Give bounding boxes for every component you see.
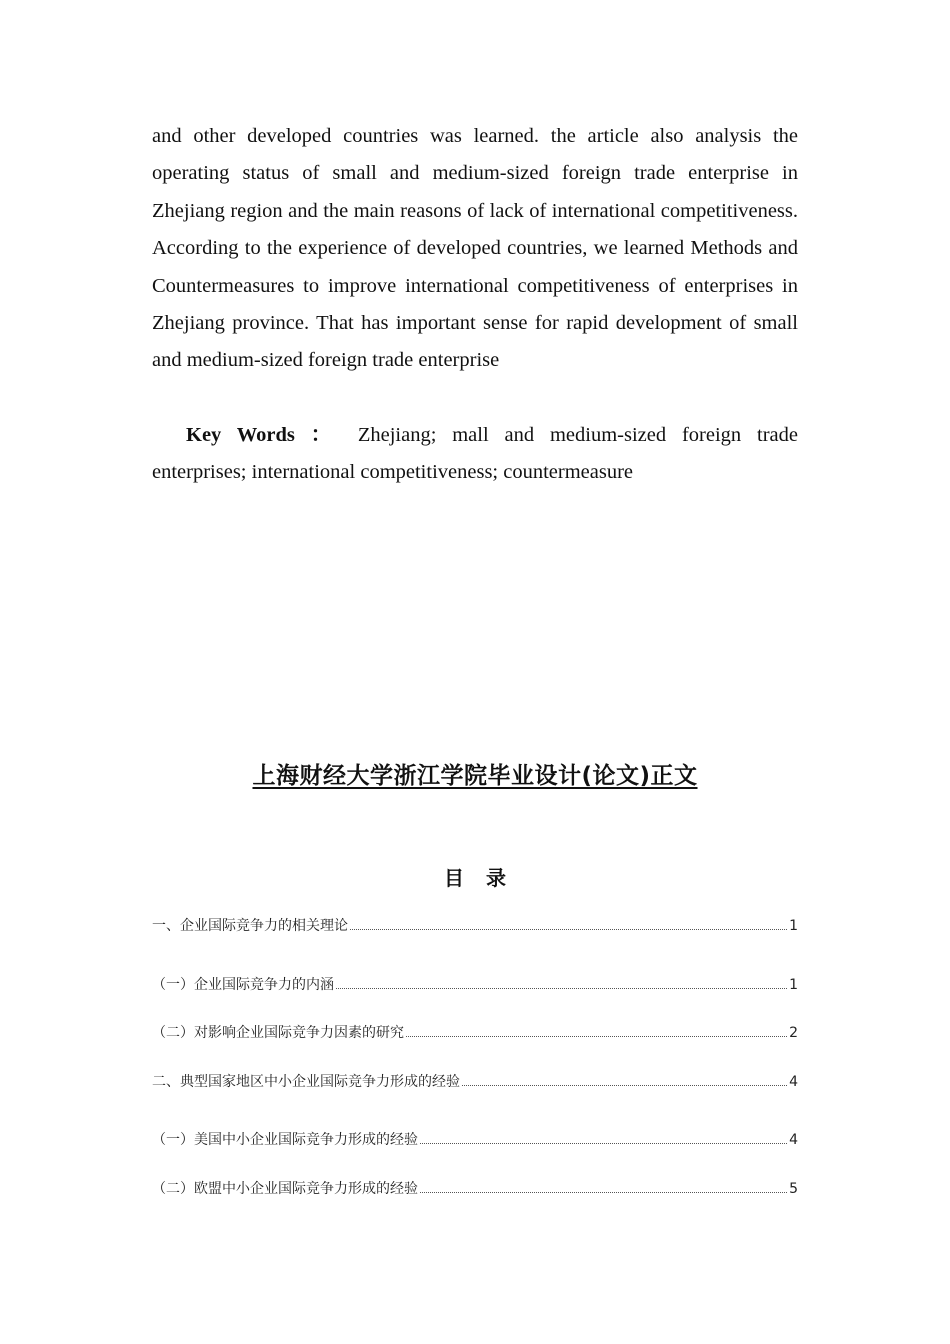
toc-entry-label: （一）美国中小企业国际竞争力形成的经验 xyxy=(152,1132,418,1148)
abstract-paragraph: and other developed countries was learned. the article also analysis the operating status of small and medium-sized foreign trade enterprise in Zhejiang region and the main reasons of lack of international competitiveness. According to the experience of developed countries, we learned Methods and Countermeasures to improve international competitiveness of enterprises in Zhejiang province. That has important sense for rapid development of small and medium-sized foreign trade enterprise xyxy=(152,125,798,372)
toc-leader-dots xyxy=(462,1085,787,1086)
toc-entry-label: 一、企业国际竞争力的相关理论 xyxy=(152,918,348,934)
toc-heading: 目录 xyxy=(444,866,528,890)
document-title: 上海财经大学浙江学院毕业设计(论文)正文 xyxy=(252,763,698,789)
toc-entry-page: 1 xyxy=(789,918,798,934)
keywords-paragraph xyxy=(152,417,798,492)
keywords-text: Zhejiang; mall and medium-sized foreign trade enterprises; international competitiveness; countermeasure xyxy=(152,424,798,484)
toc-entry-label: （二）欧盟中小企业国际竞争力形成的经验 xyxy=(152,1181,418,1197)
toc-leader-dots xyxy=(406,1036,787,1037)
toc-entry-page: 5 xyxy=(789,1181,798,1197)
toc-entry-label: （一）企业国际竞争力的内涵 xyxy=(152,977,334,993)
toc-entry-page: 4 xyxy=(789,1132,798,1148)
toc-entry-label: 二、典型国家地区中小企业国际竞争力形成的经验 xyxy=(152,1074,460,1090)
keywords-label: Key Words ： xyxy=(186,424,342,446)
toc-entry[interactable] xyxy=(152,915,798,935)
toc-entry-page: 4 xyxy=(789,1074,798,1090)
toc-leader-dots xyxy=(420,1192,787,1193)
toc-entry[interactable] xyxy=(152,1022,798,1042)
toc-entry[interactable] xyxy=(152,1129,798,1149)
toc-entry[interactable] xyxy=(152,1178,798,1198)
toc-entry-page: 2 xyxy=(789,1025,798,1041)
toc-leader-dots xyxy=(420,1143,787,1144)
toc-entry-page: 1 xyxy=(789,977,798,993)
toc-entry[interactable] xyxy=(152,1071,798,1091)
toc-entry[interactable] xyxy=(152,974,798,994)
toc-entry-label: （二）对影响企业国际竞争力因素的研究 xyxy=(152,1025,404,1041)
toc-leader-dots xyxy=(350,929,787,930)
toc-leader-dots xyxy=(336,988,787,989)
